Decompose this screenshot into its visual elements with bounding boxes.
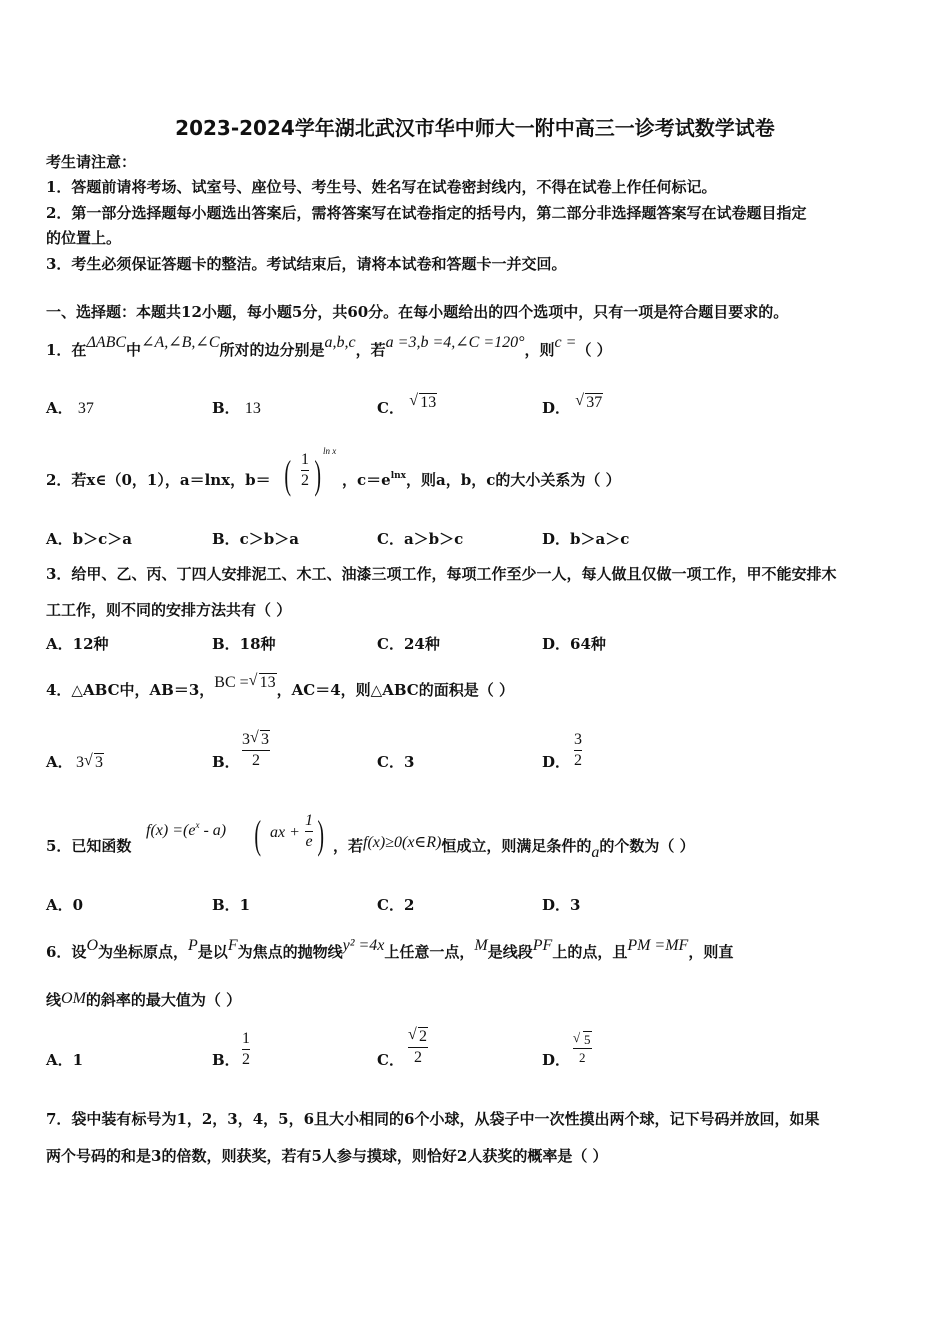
q4-option-d: D．: [542, 753, 571, 771]
q3-option-d: D．64种: [542, 635, 606, 653]
q1-text: 中: [126, 341, 142, 359]
notice-item: 3．考生必须保证答题卡的整洁。考试结束后，请将本试卷和答题卡一并交回。: [46, 255, 567, 273]
q1-text: 1．在: [46, 341, 87, 359]
page-title: 2023-2024学年湖北武汉市华中师大一附中高三一诊考试数学试卷: [175, 116, 775, 140]
q5-ax: ax +: [270, 824, 300, 841]
q4-option-a-value: 3 √ 3: [76, 752, 103, 771]
q2-text: 2．若x∈（0，1），a＝lnx，b＝: [46, 471, 271, 489]
right-paren: ): [317, 812, 324, 857]
q3-option-a: A．12种: [46, 635, 109, 653]
q2-option-d: D．b＞a＞c: [542, 530, 630, 548]
q3-option-c: C．24种: [377, 635, 440, 653]
left-paren: (: [284, 452, 291, 497]
section-heading: 一、选择题：本题共12小题，每小题5分，共60分。在每小题给出的四个选项中，只有一项是符合题目要求的。: [46, 303, 789, 321]
q1-c: c =: [554, 334, 577, 351]
q2-fraction: 1 2: [301, 451, 309, 489]
q1-option-b: B． 13: [212, 399, 261, 417]
q2-option-a: A．b＞c＞a: [46, 530, 132, 548]
question-6: 6．设O为坐标原点，P是以F为焦点的抛物线y² =4x上任意一点，M是线段PF上的点，且PM =MF，则直: [46, 937, 734, 961]
q4-option-d-fraction: 3 2: [574, 731, 582, 769]
q4-option-b-fraction: 3 √ 3 2: [242, 729, 269, 769]
q1-sides: a,b,c: [324, 334, 356, 351]
q6-option-c-fraction: √ 2 2: [408, 1026, 427, 1066]
q3-text: 3．给甲、乙、丙、丁四人安排泥工、木工、油漆三项工作，每项工作至少一人，每人做且仅做一项工作，甲不能安排木: [46, 565, 837, 583]
q7-text: 两个号码的和是3的倍数，则获奖，若有5人参与摸球，则恰好2人获奖的概率是（ ）: [46, 1147, 608, 1165]
sqrt-expression: √ 13: [409, 392, 437, 411]
q4-option-c: C．3: [377, 753, 415, 771]
q1-option-a: A． 37: [46, 399, 94, 417]
q2-exponent: ln x: [323, 446, 337, 456]
q1-text: （ ）: [576, 341, 612, 359]
q2-c-def: ，$c=e^{lnx}$，则a，b，c的大小关系为（ ）: [342, 471, 621, 489]
q4-option-b: B．: [212, 753, 240, 771]
q3-text: 工工作，则不同的安排方法共有（ ）: [46, 601, 292, 619]
q1-triangle: ΔABC: [86, 334, 127, 351]
notice-item: 2．第一部分选择题每小题选出答案后，需将答案写在试卷指定的括号内，第二部分非选择题答案写在试卷题目指定: [46, 204, 807, 222]
q6-option-d-fraction: √ 5 2: [573, 1030, 591, 1065]
q3-option-b: B．18种: [212, 635, 276, 653]
q1-text: ，则: [524, 341, 555, 359]
q1-option-c: C． √ 13: [377, 392, 437, 417]
q6-option-d: D．: [542, 1051, 571, 1069]
q5-option-a: A．0: [46, 896, 84, 914]
q7-text: 7．袋中装有标号为1，2，3，4，5，6且大小相同的6个小球，从袋子中一次性摸出两个球，记下号码并放回，如果: [46, 1110, 820, 1128]
q2-option-b: B．c＞b＞a: [212, 530, 300, 548]
q4-option-a: A．: [46, 753, 73, 771]
question-1: [46, 334, 612, 361]
q4-bc: BC = √ 13: [214, 672, 276, 691]
right-paren: ): [314, 452, 321, 497]
q5-option-c: C．2: [377, 896, 415, 914]
q1-option-d: D． √ 37: [542, 392, 603, 417]
question-4: 4．△ABC中，AB＝3，BC = √ 13，AC＝4，则△ABC的面积是（ ）: [46, 672, 514, 699]
q5-option-d: D．3: [542, 896, 581, 914]
q6-option-c: C．: [377, 1051, 404, 1069]
q2-option-c: C．a＞b＞c: [377, 530, 464, 548]
q1-text: ，若: [355, 341, 386, 359]
q5-fraction: 1 e: [305, 812, 313, 850]
q5-option-b: B．1: [212, 896, 251, 914]
notice-item: 的位置上。: [46, 229, 122, 247]
q1-condition: a =3,b =4,∠C =120°: [385, 334, 525, 351]
q5-function: $f(x) =(e^x - a)$: [146, 820, 227, 839]
q6-option-a: A．1: [46, 1051, 84, 1069]
sqrt-expression: √ 37: [575, 392, 603, 411]
notice-heading: 考生请注意：: [46, 153, 137, 171]
question-5-rest: ，若f(x)≥0(x∈R)恒成立，则满足条件的a的个数为（ ）: [333, 834, 695, 861]
q6-option-b-fraction: 1 2: [242, 1030, 250, 1068]
notice-item: 1．答题前请将考场、试室号、座位号、考生号、姓名写在试卷密封线内，不得在试卷上作任何标记。: [46, 178, 717, 196]
q1-text: 所对的边分别是: [219, 341, 325, 359]
q5-text: 5．已知函数: [46, 837, 132, 855]
q1-angles: ∠A,∠B,∠C: [141, 334, 220, 351]
question-6-line2: 线OM的斜率的最大值为（ ）: [46, 990, 242, 1009]
left-paren: (: [254, 812, 261, 857]
q6-option-b: B．: [212, 1051, 240, 1069]
